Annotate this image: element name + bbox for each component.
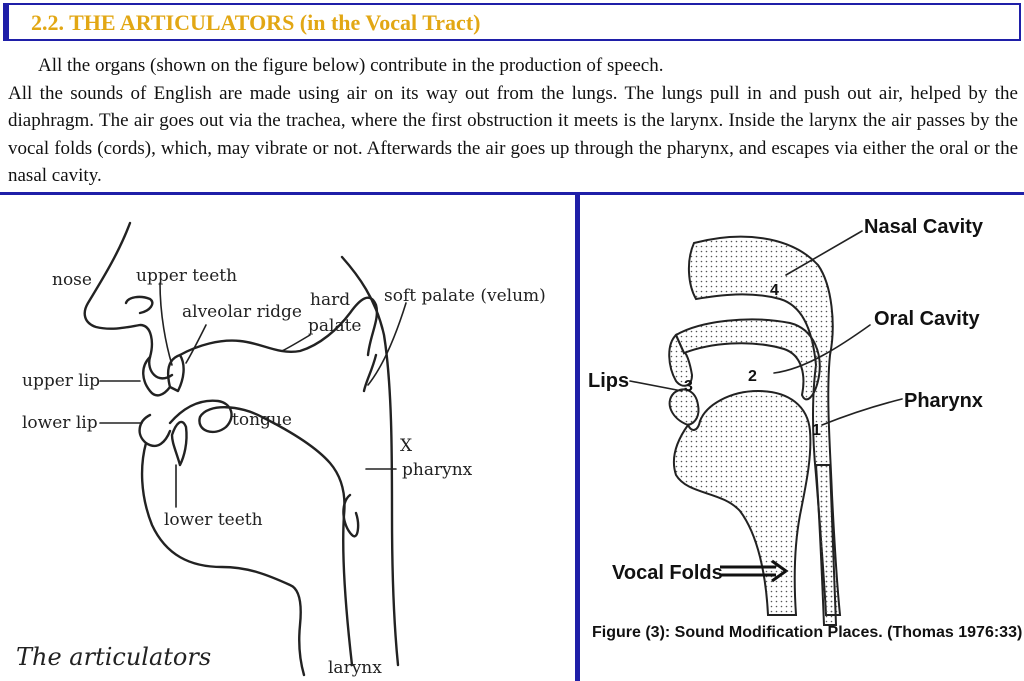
intro-first-line: All the organs (shown on the figure below) contribute in the production of speech. [38,55,664,76]
label-upper-teeth: upper teeth [136,266,238,286]
velum-shape [364,355,376,391]
pointer-upper-teeth [160,283,172,365]
title-bar [3,3,1021,41]
label-x-mark: X [400,436,413,456]
label-larynx: larynx [328,658,382,678]
figure-caption-right: Figure (3): Sound Modification Places. (Thomas 1976:33) [592,624,1023,641]
articulators-diagram [0,195,575,681]
intro-body: All the sounds of English are made using air on its way out from the lungs. The lungs pull in and push out air, helped by the diaphragm. The air goes out via the trachea, where the first obstruction it meets is the larynx. Inside the larynx the air passes by the vocal folds (cords), which, may vibrate or not. Afterwards the air goes up through the pharynx, and escapes via either the oral or the nasal cavity. [8,82,1018,186]
label-lips: Lips [588,370,630,392]
marker-4: 4 [770,282,779,299]
palate-shape [676,319,820,399]
label-pharynx-fig: Pharynx [904,390,983,412]
label-lower-lip: lower lip [22,413,98,433]
lower-lip-shape [140,415,170,446]
label-nasal-cavity: Nasal Cavity [864,216,983,238]
jaw-outline [142,443,304,675]
label-vocal-folds: Vocal Folds [612,562,723,584]
marker-1: 1 [812,422,821,439]
pointer-soft-palate [368,303,406,385]
marker-2: 2 [748,368,757,385]
label-hard: hard [310,290,351,310]
sound-modification-diagram [580,195,1024,681]
nasal-passage [126,297,152,313]
figure-caption-left: The articulators [16,643,212,671]
back-wall [816,465,836,625]
pointer-lips [630,381,682,391]
epiglottis [343,495,358,536]
marker-3: 3 [684,378,693,395]
label-soft-palate: soft palate (velum) [384,286,546,306]
slide-title: 2.2. THE ARTICULATORS (in the Vocal Tract) [31,10,481,35]
label-palate: palate [308,316,362,336]
label-upper-lip: upper lip [22,371,101,391]
pointer-pharynx-fig [822,399,902,425]
label-alveolar-ridge: alveolar ridge [182,302,302,322]
label-lower-teeth: lower teeth [164,510,263,530]
lower-teeth-shape [172,422,187,465]
tongue-shape [170,401,352,665]
label-oral-cavity: Oral Cavity [874,308,980,330]
label-pharynx: pharynx [402,460,473,480]
label-tongue: tongue [232,410,292,430]
label-nose: nose [52,270,92,290]
intro-paragraph [8,52,1018,190]
